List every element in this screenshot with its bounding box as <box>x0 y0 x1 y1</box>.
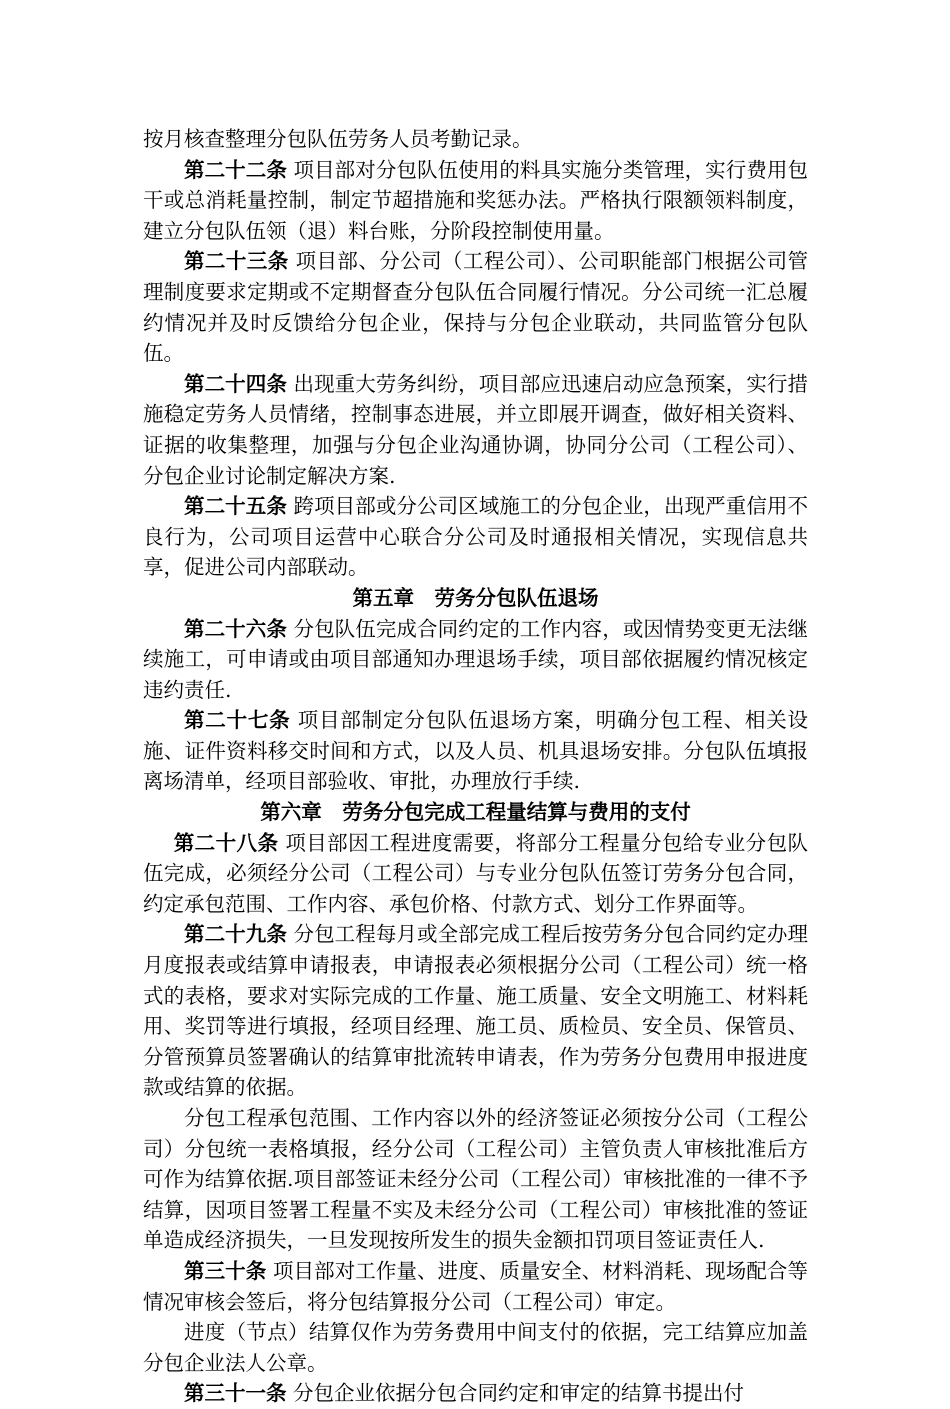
article-27 <box>143 705 808 797</box>
chapter-heading: 第五章 劳务分包队伍退场 <box>352 585 599 610</box>
article-text: 项目部、分公司（工程公司）、公司职能部门根据公司管理制度要求定期或不定期督查分包队伍合同履行情况。分公司统一汇总履约情况并及时反馈给分包企业，保持与分包企业联动，共同监管分包队伍。 <box>143 249 809 366</box>
paragraph <box>143 1317 808 1378</box>
article-23 <box>143 246 808 368</box>
paragraph-text: 分包工程承包范围、工作内容以外的经济签证必须按分公司（工程公司）分包统一表格填报，经分公司（工程公司）主管负责人审核批准后方可作为结算依据.项目部签证未经分公司（工程公司）审核批准的一律不予结算，因项目签署工程量不实及未经分公司（工程公司）审核批准的签证单造成经济损失，一旦发现按所发生的损失金额扣罚项目签证责任人. <box>143 1106 808 1253</box>
article-text: 分包工程每月或全部完成工程后按劳务分包合同约定办理月度报表或结算申请报表，申请报表必须根据分公司（工程公司）统一格式的表格，要求对实际完成的工作量、施工质量、安全文明施工、材料耗用、奖罚等进行填报，经项目经理、施工员、质检员、安全员、保管员、分管预算员签署确认的结算审批流转申请表，作为劳务分包费用申报进度款或结算的依据。 <box>143 922 809 1100</box>
article-text: 分包企业依据分包合同约定和审定的结算书提出付 <box>286 1381 745 1406</box>
article-number: 第二十三条 <box>184 249 289 274</box>
paragraph <box>143 1103 808 1256</box>
article-text: 项目部因工程进度需要，将部分工程量分包给专业分包队伍完成，必须经分公司（工程公司）与专业分包队伍签订劳务分包合同，约定承包范围、工作内容、承包价格、付款方式、划分工作界面等。 <box>143 830 809 916</box>
article-30 <box>143 1256 808 1317</box>
document-page <box>143 124 808 1409</box>
article-number: 第二十七条 <box>184 708 291 733</box>
article-26 <box>143 614 808 706</box>
chapter-heading: 第六章 劳务分包完成工程量结算与费用的支付 <box>260 800 691 825</box>
article-25 <box>143 491 808 583</box>
article-29 <box>143 919 808 1103</box>
paragraph-text: 进度（节点）结算仅作为劳务费用中间支付的依据，完工结算应加盖分包企业法人公章。 <box>143 1320 808 1375</box>
article-number: 第二十八条 <box>173 830 279 855</box>
article-number: 第二十六条 <box>184 616 287 641</box>
article-28 <box>143 828 808 920</box>
article-text: 跨项目部或分公司区域施工的分包企业，出现严重信用不良行为，公司项目运营中心联合分公司及时通报相关情况，实现信息共享，促进公司内部联动。 <box>143 494 809 580</box>
article-text: 项目部对分包队伍使用的料具实施分类管理，实行费用包干或总消耗量控制，制定节超措施和奖惩办法。严格执行限额领料制度，建立分包队伍领（退）料台账，分阶段控制使用量。 <box>143 157 809 243</box>
article-31 <box>143 1378 808 1409</box>
article-text: 分包队伍完成合同约定的工作内容，或因情势变更无法继续施工，可申请或由项目部通知办理退场手续，项目部依据履约情况核定违约责任. <box>143 616 809 702</box>
article-number: 第二十四条 <box>184 371 287 396</box>
article-number: 第二十二条 <box>184 157 287 182</box>
article-22 <box>143 155 808 247</box>
article-text: 出现重大劳务纠纷，项目部应迅速启动应急预案，实行措施稳定劳务人员情绪，控制事态进展，并立即展开调查，做好相关资料、证据的收集整理，加强与分包企业沟通协调，协同分公司（工程公司）、分包企业讨论制定解决方案. <box>143 371 809 488</box>
paragraph-text: 按月核查整理分包队伍劳务人员考勤记录。 <box>143 127 533 151</box>
article-number: 第三十一条 <box>184 1381 287 1406</box>
article-24 <box>143 369 808 491</box>
paragraph <box>143 124 808 155</box>
article-text: 项目部制定分包队伍退场方案，明确分包工程、相关设施、证件资料移交时间和方式，以及人员、机具退场安排。分包队伍填报离场清单，经项目部验收、审批，办理放行手续. <box>143 708 809 794</box>
article-text: 项目部对工作量、进度、质量安全、材料消耗、现场配合等情况审核会签后，将分包结算报分公司（工程公司）审定。 <box>143 1258 809 1314</box>
article-number: 第二十九条 <box>184 922 287 947</box>
article-number: 第二十五条 <box>184 494 287 519</box>
article-number: 第三十条 <box>184 1258 267 1283</box>
